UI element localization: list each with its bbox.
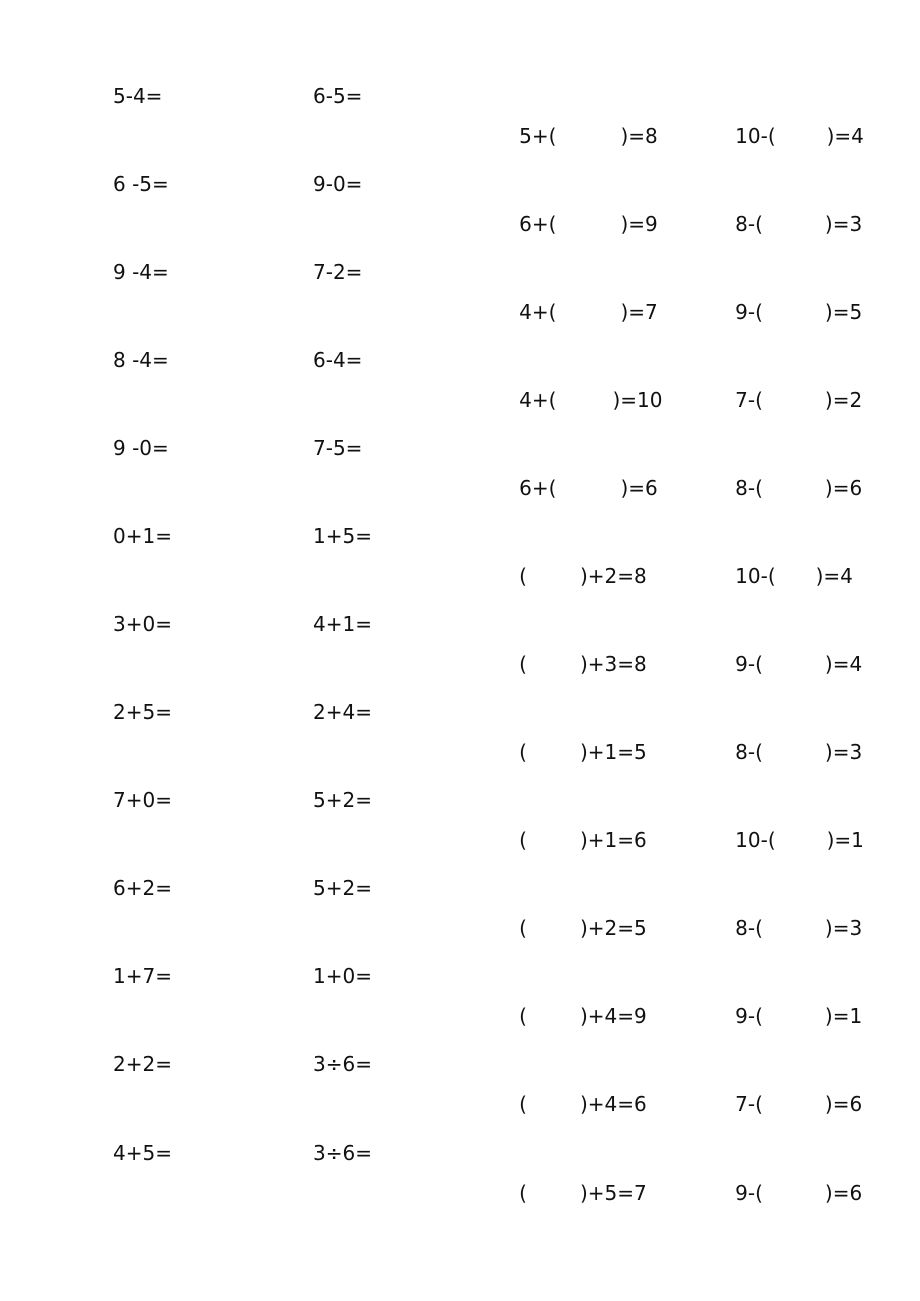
problem-col1: 2+5= [113,700,172,724]
problem-col4-right: )=6 [824,476,863,500]
problem-col3-right: )=7 [620,300,658,324]
worksheet-row [0,1133,920,1205]
worksheet-row [0,76,920,148]
problem-col1: 7+0= [113,788,172,812]
problem-col2: 6-5= [313,84,363,108]
problem-col1: 3+0= [113,612,172,636]
problem-col4-right: )=1 [826,828,864,852]
problem-col4 [697,252,863,324]
problem-col3-left: ( [519,1092,527,1116]
problem-col3 [481,340,663,412]
problem-col4-right: )=4 [824,652,863,676]
problem-col4-right: )=3 [824,212,863,236]
problem-col2: 4+1= [313,612,372,636]
problem-col3 [481,868,647,940]
problem-col3-right: )+2=5 [579,916,647,940]
problem-col4-right: )=6 [824,1181,863,1205]
problem-col4-left: 9-( [735,300,763,324]
problem-col2: 6-4= [313,348,363,372]
problem-col4 [697,340,863,412]
problem-col3-right: )+5=7 [579,1181,647,1205]
problem-col1: 6+2= [113,876,172,900]
problem-col3-right: )+3=8 [579,652,647,676]
problem-col2: 7-5= [313,436,363,460]
problem-col3-left: 6+( [519,212,557,236]
worksheet-row [0,252,920,324]
problem-col1: 9 -0= [113,436,169,460]
problem-col3 [481,1133,647,1205]
problem-col4 [697,428,863,500]
problem-col4 [697,604,863,676]
problem-col3-right: )+2=8 [579,564,647,588]
problem-col3-left: ( [519,1181,527,1205]
problem-col2: 2+4= [313,700,372,724]
problem-col1: 9 -4= [113,260,169,284]
problem-col4-right: )=6 [824,1092,863,1116]
problem-col3-left: ( [519,1004,527,1028]
problem-col3 [481,428,658,500]
problem-col4-left: 9-( [735,1004,763,1028]
problem-col4-left: 10-( [735,828,776,852]
problem-col3 [481,956,647,1028]
problem-col3 [481,164,658,236]
problem-col3-left: 4+( [519,388,557,412]
problem-col4-left: 9-( [735,652,763,676]
worksheet-row [0,428,920,500]
worksheet-row [0,956,920,1028]
problem-col3 [481,252,658,324]
problem-col3-right: )+1=5 [579,740,647,764]
problem-col2: 1+0= [313,964,372,988]
problem-col4-right: )=5 [824,300,863,324]
problem-col3-right: )+4=9 [579,1004,647,1028]
problem-col3 [481,76,658,148]
worksheet-row [0,340,920,412]
problem-col2: 3÷6= [313,1052,372,1076]
problem-col4-left: 8-( [735,916,763,940]
problem-col3-left: 5+( [519,124,557,148]
problem-col2: 7-2= [313,260,363,284]
problem-col2: 9-0= [313,172,363,196]
problem-col3-right: )=6 [620,476,658,500]
problem-col3-left: ( [519,652,527,676]
problem-col2: 3÷6= [313,1141,372,1165]
problem-col4 [697,1044,863,1116]
problem-col4-left: 7-( [735,388,763,412]
problem-col4-left: 8-( [735,740,763,764]
problem-col2: 5+2= [313,788,372,812]
problem-col2: 1+5= [313,524,372,548]
problem-col4-right: )=2 [824,388,863,412]
problem-col4 [697,868,863,940]
problem-col1: 8 -4= [113,348,169,372]
problem-col1: 5-4= [113,84,163,108]
problem-col3-left: 6+( [519,476,557,500]
problem-col3-right: )+1=6 [579,828,647,852]
problem-col4 [697,692,863,764]
problem-col4 [697,516,853,588]
worksheet-row [0,604,920,676]
problem-col3-right: )=8 [620,124,658,148]
problem-col3 [481,1044,647,1116]
problem-col4-left: 10-( [735,564,776,588]
problem-col4-left: 8-( [735,212,763,236]
problem-col3 [481,604,647,676]
problem-col4 [697,164,863,236]
problem-col1: 1+7= [113,964,172,988]
worksheet-row [0,692,920,764]
problem-col4 [697,956,863,1028]
problem-col3-left: ( [519,828,527,852]
problem-col3 [481,780,647,852]
problem-col4-left: 7-( [735,1092,763,1116]
problem-col4-right: )=1 [824,1004,863,1028]
problem-col1: 0+1= [113,524,172,548]
problem-col4 [697,780,864,852]
problem-col3-left: ( [519,740,527,764]
worksheet-row [0,1044,920,1116]
problem-col3 [481,692,647,764]
worksheet-row [0,780,920,852]
problem-col3-right: )=9 [620,212,658,236]
problem-col3-right: )=10 [612,388,663,412]
problem-col1: 6 -5= [113,172,169,196]
problem-col4-right: )=3 [824,740,863,764]
problem-col4-right: )=4 [815,564,853,588]
problem-col4-left: 9-( [735,1181,763,1205]
problem-col4-right: )=3 [824,916,863,940]
problem-col4 [697,1133,863,1205]
worksheet-row [0,868,920,940]
problem-col3-left: ( [519,564,527,588]
problem-col2: 5+2= [313,876,372,900]
problem-col3-right: )+4=6 [579,1092,647,1116]
problem-col4-right: )=4 [826,124,864,148]
problem-col3 [481,516,647,588]
problem-col1: 2+2= [113,1052,172,1076]
problem-col4-left: 10-( [735,124,776,148]
problem-col3-left: ( [519,916,527,940]
worksheet-row [0,164,920,236]
problem-col4-left: 8-( [735,476,763,500]
problem-col3-left: 4+( [519,300,557,324]
problem-col4 [697,76,864,148]
problem-col1: 4+5= [113,1141,172,1165]
worksheet-row [0,516,920,588]
